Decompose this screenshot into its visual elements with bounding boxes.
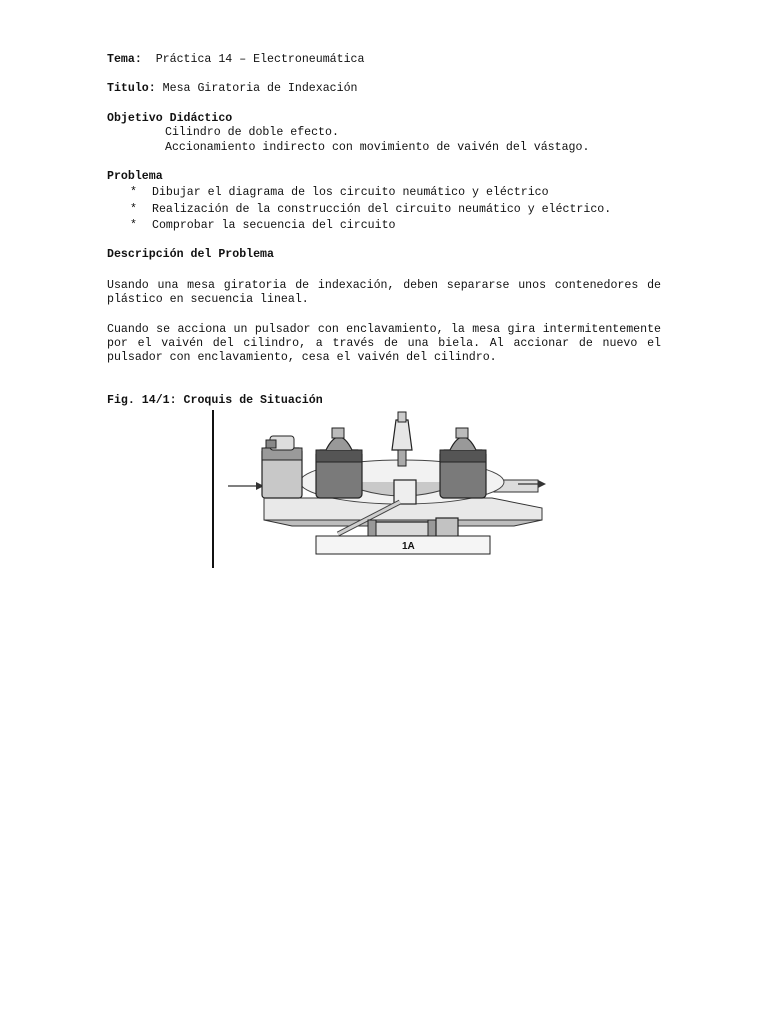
descripcion-paragraph-1: Usando una mesa giratoria de indexación, deben separarse unos contenedores de plástico en secuencia lineal. (107, 279, 661, 306)
problema-item-1: Dibujar el diagrama de los circuito neumático y eléctrico (152, 186, 549, 199)
objetivo-heading: Objetivo Didáctico (107, 112, 233, 125)
descripcion-paragraph-2: Cuando se acciona un pulsador con enclavamiento, la mesa gira intermitentemente por el vaivén del cilindro, a través de una biela. Al accionar de nuevo el pulsador con enclavamiento, cesa el vaivén del cilindro. (107, 323, 661, 364)
titulo-value: Mesa Giratoria de Indexación (162, 82, 358, 95)
bullet-star-icon: * (130, 203, 137, 216)
objetivo-line-2: Accionamiento indirecto con movimiento de vaivén del vástago. (165, 141, 590, 154)
titulo-line (107, 82, 357, 96)
bullet-star-icon: * (130, 219, 137, 232)
cylinder-label: 1A (402, 541, 415, 552)
figure-caption: Fig. 14/1: Croquis de Situación (107, 394, 323, 407)
tema-label: Tema: (107, 53, 142, 66)
tema-line (107, 53, 364, 67)
descripcion-heading: Descripción del Problema (107, 248, 274, 261)
problema-item-2: Realización de la construcción del circuito neumático y eléctrico. (152, 203, 612, 216)
indexing-table-sketch-icon (222, 410, 552, 568)
objetivo-line-1: Cilindro de doble efecto. (165, 126, 339, 139)
titulo-label: Titulo: (107, 82, 156, 95)
problema-heading: Problema (107, 170, 163, 183)
figure-margin-rule (212, 410, 214, 568)
tema-value: Práctica 14 – Electroneumática (155, 53, 365, 66)
problema-item-3: Comprobar la secuencia del circuito (152, 219, 396, 232)
bullet-star-icon: * (130, 186, 137, 199)
